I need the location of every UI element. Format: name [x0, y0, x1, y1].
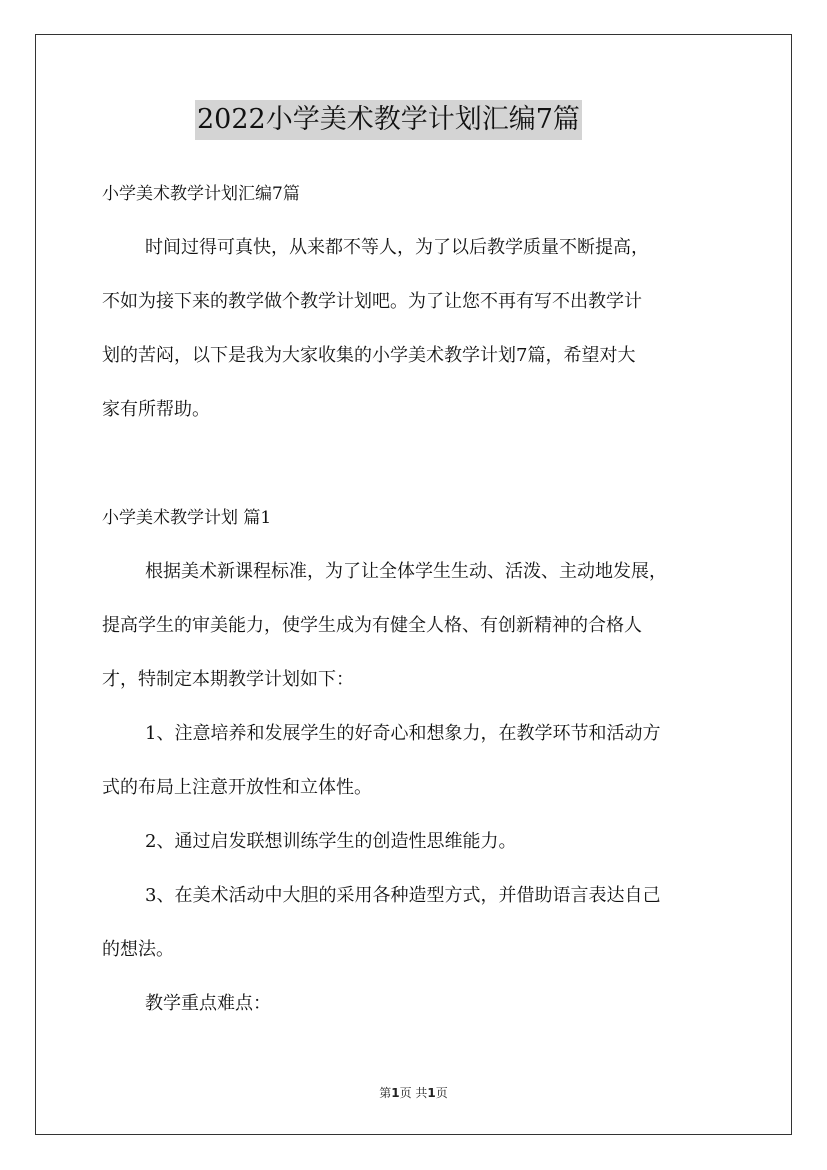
list-item-2: 2、通过启发联想训练学生的创造性思维能力。 — [145, 831, 517, 852]
intro-line-4: 家有所帮助。 — [102, 399, 210, 420]
footer-page-total: 1 — [427, 1086, 436, 1100]
page-footer — [0, 1084, 827, 1101]
document-subtitle: 小学美术教学计划汇编7篇 — [102, 184, 300, 204]
intro-line-2: 不如为接下来的教学做个教学计划吧。为了让您不再有写不出教学计 — [102, 291, 642, 312]
footer-page-suffix: 页 — [435, 1086, 448, 1100]
intro-line-3: 划的苦闷，以下是我为大家收集的小学美术教学计划7篇，希望对大 — [102, 345, 636, 366]
footer-page-current: 1 — [391, 1086, 400, 1100]
document-title: 2022小学美术教学计划汇编7篇 — [195, 100, 582, 140]
footer-page-prefix: 第 — [379, 1086, 392, 1100]
list-item-3-line-1: 3、在美术活动中大胆的采用各种造型方式，并借助语言表达自己 — [145, 885, 661, 906]
paragraph-line-3: 才，特制定本期教学计划如下： — [102, 669, 354, 690]
intro-line-1: 时间过得可真快，从来都不等人，为了以后教学质量不断提高， — [145, 237, 649, 258]
list-item-1-line-2: 式的布局上注意开放性和立体性。 — [102, 777, 372, 798]
footer-page-mid: 页 共 — [399, 1086, 428, 1100]
paragraph-line-1: 根据美术新课程标准，为了让全体学生生动、活泼、主动地发展， — [145, 561, 667, 582]
list-item-3-line-2: 的想法。 — [102, 939, 174, 960]
key-points-label: 教学重点难点： — [145, 993, 271, 1014]
list-item-1-line-1: 1、注意培养和发展学生的好奇心和想象力，在教学环节和活动方 — [145, 723, 661, 744]
section-heading: 小学美术教学计划 篇1 — [102, 508, 272, 528]
paragraph-line-2: 提高学生的审美能力，使学生成为有健全人格、有创新精神的合格人 — [102, 615, 642, 636]
